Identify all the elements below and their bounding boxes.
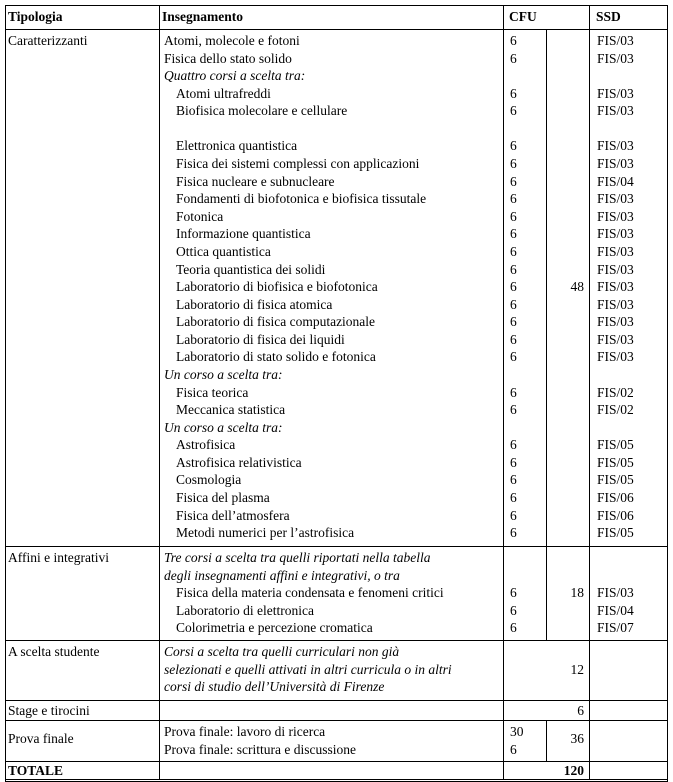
course-name: Fisica dei sistemi complessi con applicazioni [176,156,420,171]
course-name: Prova finale: scrittura e discussione [164,742,356,757]
rule-horizontal [5,720,668,721]
tipologia-affini: Affini e integrativi [8,550,109,565]
course-cfu: 6 [510,472,517,487]
course-name: Laboratorio di fisica computazionale [176,314,376,329]
course-ssd: FIS/03 [597,349,634,364]
course-ssd: FIS/03 [597,138,634,153]
course-ssd: FIS/03 [597,297,634,312]
course-ssd: FIS/03 [597,209,634,224]
course-cfu: 6 [510,585,517,600]
course-ssd: FIS/03 [597,332,634,347]
header-ssd: SSD [596,9,621,24]
course-ssd: FIS/04 [597,603,634,618]
course-cfu: 6 [510,33,517,48]
scelta-description: selezionati e quelli attivati in altri curricula o in altri [164,662,452,677]
course-cfu: 6 [510,508,517,523]
rule-horizontal [5,5,668,6]
course-ssd: FIS/05 [597,525,634,540]
course-ssd: FIS/07 [597,620,634,635]
course-cfu: 6 [510,402,517,417]
course-cfu: 6 [510,490,517,505]
course-name: Fisica dell’atmosfera [176,508,290,523]
section-total: 12 [570,662,584,677]
course-cfu: 6 [510,525,517,540]
course-name: Informazione quantistica [176,226,311,241]
course-ssd: FIS/03 [597,51,634,66]
section-total: 6 [577,703,584,718]
course-ssd: FIS/03 [597,103,634,118]
section-total: 36 [570,731,584,746]
course-name: Meccanica statistica [176,402,286,417]
header-tipologia: Tipologia [8,9,63,24]
course-cfu: 6 [510,209,517,224]
course-cfu: 6 [510,603,517,618]
rule-horizontal [5,546,668,547]
course-table [5,5,668,778]
header-insegnamento: Insegnamento [162,9,244,24]
rule-vertical [503,5,504,780]
course-cfu: 6 [510,103,517,118]
course-name: Teoria quantistica dei solidi [176,262,326,277]
course-name: Laboratorio di fisica dei liquidi [176,332,345,347]
course-cfu: 6 [510,437,517,452]
course-name: Un corso a scelta tra: [164,420,283,435]
course-cfu: 6 [510,332,517,347]
course-name: Fisica nucleare e subnucleare [176,174,335,189]
course-name: Fisica dello stato solido [164,51,292,66]
course-cfu: 6 [510,620,517,635]
course-name: Fotonica [176,209,224,224]
course-ssd: FIS/05 [597,437,634,452]
course-cfu: 6 [510,297,517,312]
course-ssd: FIS/03 [597,156,634,171]
totale-label: TOTALE [8,763,64,778]
course-name: Un corso a scelta tra: [164,367,283,382]
course-name: Laboratorio di fisica atomica [176,297,333,312]
course-name: Fisica teorica [176,385,249,400]
tipologia-prova: Prova finale [8,731,74,746]
course-cfu: 30 [510,724,524,739]
course-name: Fisica della materia condensata e fenomeni critici [176,585,444,600]
course-cfu: 6 [510,226,517,241]
scelta-description: Corsi a scelta tra quelli curriculari non già [164,644,400,659]
course-ssd: FIS/06 [597,508,634,523]
course-ssd: FIS/04 [597,174,634,189]
rule-horizontal [5,700,668,701]
course-cfu: 6 [510,86,517,101]
course-ssd: FIS/03 [597,86,634,101]
course-ssd: FIS/02 [597,385,634,400]
rule-horizontal [5,29,668,30]
header-cfu: CFU [509,9,537,24]
course-name: Ottica quantistica [176,244,271,259]
course-cfu: 6 [510,244,517,259]
course-ssd: FIS/03 [597,262,634,277]
rule-horizontal [5,779,668,780]
course-name: Biofisica molecolare e cellulare [176,103,348,118]
tipologia-caratterizzanti: Caratterizzanti [8,33,88,48]
rule-horizontal [5,640,668,641]
course-name: Cosmologia [176,472,242,487]
rule-vertical [546,29,547,641]
rule-horizontal [5,761,668,762]
course-name: Astrofisica [176,437,236,452]
course-name: Tre corsi a scelta tra quelli riportati nella tabella [164,550,431,565]
section-total: 48 [570,279,584,294]
course-cfu: 6 [510,174,517,189]
course-ssd: FIS/03 [597,191,634,206]
course-cfu: 6 [510,455,517,470]
course-cfu: 6 [510,742,517,757]
course-ssd: FIS/03 [597,585,634,600]
course-cfu: 6 [510,51,517,66]
course-ssd: FIS/03 [597,279,634,294]
rule-vertical [159,5,160,780]
course-name: Laboratorio di stato solido e fotonica [176,349,376,364]
course-ssd: FIS/03 [597,33,634,48]
course-name: Quattro corsi a scelta tra: [164,68,306,83]
course-ssd: FIS/03 [597,226,634,241]
rule-vertical [546,720,547,762]
course-cfu: 6 [510,314,517,329]
course-cfu: 6 [510,191,517,206]
rule-vertical [589,5,590,780]
course-ssd: FIS/03 [597,244,634,259]
course-name: Laboratorio di elettronica [176,603,314,618]
course-name: Fondamenti di biofotonica e biofisica tissutale [176,191,427,206]
tipologia-stage: Stage e tirocini [8,703,90,718]
course-ssd: FIS/05 [597,455,634,470]
course-ssd: FIS/03 [597,314,634,329]
course-name: Metodi numerici per l’astrofisica [176,525,355,540]
course-name: degli insegnamenti affini e integrativi, o tra [164,568,400,583]
rule-vertical [667,5,668,782]
course-name: Colorimetria e percezione cromatica [176,620,373,635]
course-cfu: 6 [510,349,517,364]
course-cfu: 6 [510,262,517,277]
course-name: Laboratorio di biofisica e biofotonica [176,279,378,294]
rule-vertical [5,5,6,782]
scelta-description: corsi di studio dell’Università di Firenze [164,679,385,694]
course-name: Fisica del plasma [176,490,270,505]
course-ssd: FIS/02 [597,402,634,417]
course-ssd: FIS/05 [597,472,634,487]
course-cfu: 6 [510,385,517,400]
totale-value: 120 [563,763,584,778]
course-cfu: 6 [510,279,517,294]
course-name: Astrofisica relativistica [176,455,302,470]
course-name: Prova finale: lavoro di ricerca [164,724,326,739]
course-cfu: 6 [510,138,517,153]
course-name: Atomi, molecole e fotoni [164,33,300,48]
course-name: Atomi ultrafreddi [176,86,271,101]
course-name: Elettronica quantistica [176,138,298,153]
section-total: 18 [570,585,584,600]
course-ssd: FIS/06 [597,490,634,505]
tipologia-scelta: A scelta studente [8,644,100,659]
course-cfu: 6 [510,156,517,171]
